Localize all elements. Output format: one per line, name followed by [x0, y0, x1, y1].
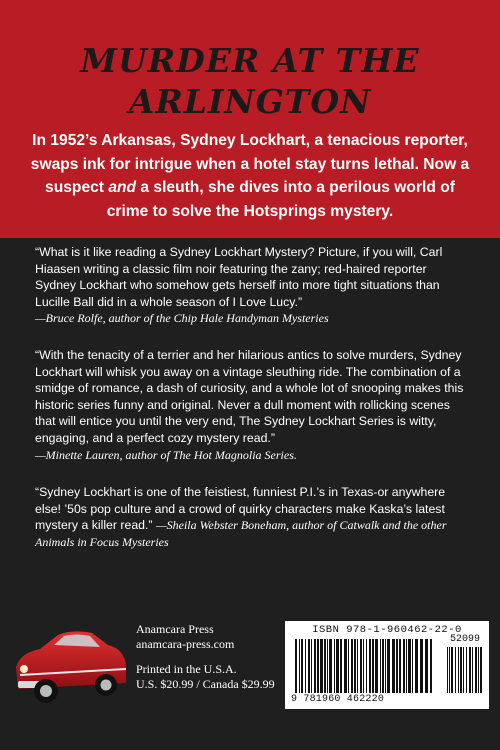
review-quote-3	[35, 484, 467, 550]
review-text: “With the tenacity of a terrier and her hilarious antics to solve murders, Sydney Lockhart will whisk you away on a vintage sleuthing ride. The combination of a smidge of romance, a dash of curiosity, and a whole lot of snooping makes this historic series funny and original. Never a dull moment with rollicking scenes that will entice you until the very end, The Sydney Lockhart Series is witty, engaging, and a perfect cozy mystery read.”	[35, 348, 464, 445]
blurb-part-2: a sleuth, she dives into a perilous world of crime to solve the Hotsprings mystery.	[106, 179, 455, 220]
review-attribution: —Bruce Rolfe, author of the Chip Hale Handyman Mysteries	[35, 311, 329, 326]
book-title	[0, 40, 500, 122]
review-text: “Sydney Lockhart is one of the feistiest, funniest P.I.’s in Texas-or anywhere else! ’50s pop culture and a crowd of quirky characters make Kaska’s latest mystery a killer read.”	[35, 485, 446, 533]
publisher-url: anamcara-press.com	[136, 637, 235, 651]
red-vintage-car-image	[10, 605, 130, 715]
review-quote-1	[35, 244, 467, 327]
price-code: 52099	[449, 634, 480, 645]
price: U.S. $20.99 / Canada $29.99	[136, 677, 275, 691]
barcode-digits: 9 781960 462220	[291, 694, 385, 705]
review-attribution: —Minette Lauren, author of The Hot Magnolia Series.	[35, 447, 297, 462]
publisher-name: Anamcara Press	[136, 622, 214, 636]
review-text: “What is it like reading a Sydney Lockhart Mystery? Picture, if you will, Carl Hiaasen writing a classic film noir featuring the zany; red-haired reporter Sydney Lockhart who somehow gets herself into more tight situations than Lucille Ball did in a whole season of I Love Lucy.”	[35, 245, 443, 309]
publisher-info	[136, 622, 286, 692]
printed-in: Printed in the U.S.A.	[136, 662, 237, 676]
title-line-2: ARLINGTON	[128, 82, 372, 121]
isbn-text: ISBN 978-1-960462-22-0	[312, 624, 462, 636]
blurb-part-1: In 1952’s Arkansas, Sydney Lockhart, a tenacious reporter, swaps ink for intrigue when a hotel stay turns lethal. Now a suspect	[30, 132, 470, 196]
blurb-and: and	[108, 179, 137, 196]
red-band	[0, 0, 500, 238]
title-line-1: MURDER AT THE	[80, 41, 420, 80]
isbn-barcode	[285, 621, 489, 709]
book-blurb	[28, 129, 472, 223]
review-attribution: —Sheila Webster Boneham, author of Catwalk and the other Animals in Focus Mysteries	[35, 518, 447, 549]
review-quote-2	[35, 347, 467, 463]
